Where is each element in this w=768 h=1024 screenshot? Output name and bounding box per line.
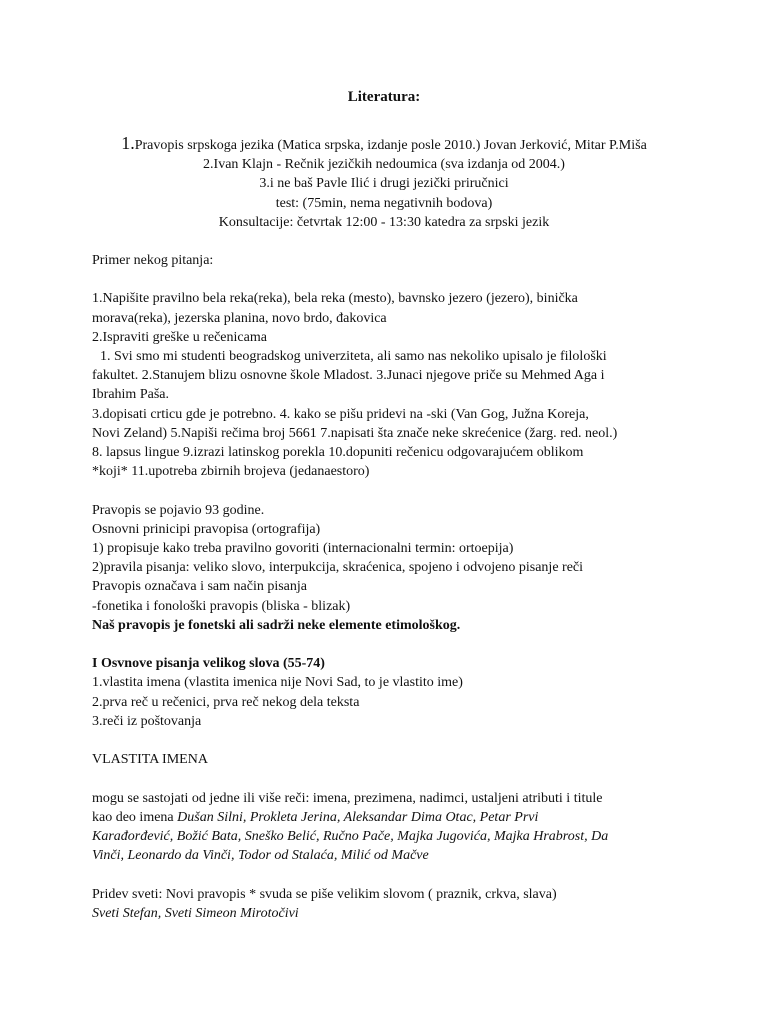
section-1-line-2: 2.prva reč u rečenici, prva reč nekog dela teksta (92, 694, 360, 710)
question-8-line-b: *koji* 11.upotreba zbirnih brojeva (jedanaestoro) (92, 464, 370, 480)
sveti-line-1: Pridev sveti: Novi pravopis * svuda se piše velikim slovom ( praznik, crkva, slava) (92, 886, 557, 902)
question-3-line-a: 3.dopisati crticu gde je potrebno. 4. kako se pišu pridevi na -ski (Van Gog, Južna Koreja, (92, 406, 589, 422)
reference-line-2: 2.Ivan Klajn - Rečnik jezičkih nedoumica (sva izdanja od 2004.) (203, 157, 565, 173)
pravopis-line-5: Pravopis označava i sam način pisanja (92, 579, 307, 595)
question-1-line-a: 1.Napišite pravilno bela reka(reka), bela reka (mesto), bavnsko jezero (jezero), binička (92, 291, 578, 307)
reference-number: 1. (121, 133, 135, 153)
question-3-line-b: Novi Zeland) 5.Napiši rečima broj 5661 7.napisati šta znače neke skrećenice (žarg. red. neol.) (92, 425, 618, 441)
question-2: 2.Ispraviti greške u rečenicama (92, 329, 267, 345)
section-1-line-3: 3.reči iz poštovanja (92, 713, 202, 729)
section-1-line-1: 1.vlastita imena (vlastita imenica nije Novi Sad, to je vlastito ime) (92, 675, 463, 691)
question-2-sub-line-b: fakultet. 2.Stanujem blizu osnovne škole Mladost. 3.Junaci njegove priče su Mehmed Aga i (92, 368, 605, 384)
vlastita-line-1: mogu se sastojati od jedne ili više reči: imena, prezimena, nadimci, ustaljeni atributi i titule (92, 790, 603, 806)
example-heading: Primer nekog pitanja: (92, 253, 214, 268)
question-8-line-a: 8. lapsus lingue 9.izrazi latinskog porekla 10.dopuniti rečenicu odgovarajućem oblikom (92, 445, 584, 461)
pravopis-line-3: 1) propisuje kako treba pravilno govoriti (internacionalni termin: ortoepija) (92, 541, 514, 557)
question-1-line-b: morava(reka), jezerska planina, novo brdo, đakovica (92, 310, 387, 326)
sveti-line-2 (92, 904, 692, 923)
section-1-heading (92, 654, 692, 673)
vlastita-examples-1: Dušan Silni, Prokleta Jerina, Aleksandar Dima Otac, Petar Prvi (177, 809, 539, 825)
section-heading-text: I Osvnove pisanja velikog slova (55-74) (92, 656, 325, 672)
vlastita-examples-3: Vinči, Leonardo da Vinči, Todor od Stalaća, Milić od Mačve (92, 848, 429, 864)
reference-line-3: 3.i ne baš Pavle Ilić i drugi jezički priručnici (259, 176, 509, 192)
question-2-sub-line-a: 1. Svi smo mi studenti beogradskog univerziteta, ali samo nas nekoliko upisalo je filološki (100, 349, 607, 364)
reference-line-1 (0, 134, 768, 155)
vlastita-plain-text: kao deo imena (92, 809, 178, 825)
vlastita-line-4 (92, 846, 692, 865)
consultation-line: Konsultacije: četvrtak 12:00 - 13:30 katedra za srpski jezik (218, 214, 550, 230)
references-block (0, 134, 768, 232)
pravopis-line-6: -fonetika i fonološki pravopis (bliska - blizak) (92, 598, 351, 614)
vlastita-line-3 (92, 827, 692, 846)
vlastita-line-2 (92, 808, 692, 827)
sveti-examples: Sveti Stefan, Sveti Simeon Mirotočivi (92, 905, 299, 921)
reference-text: Pravopis srpskoga jezika (Matica srpska, izdanje posle 2010.) Jovan Jerković, Mitar P.Miša (134, 138, 647, 153)
vlastita-imena-heading: VLASTITA IMENA (92, 752, 208, 768)
pravopis-line-4: 2)pravila pisanja: veliko slovo, interpukcija, skraćenica, spojeno i odvojeno pisanje reči (92, 560, 584, 576)
page-title: Literatura: (347, 89, 421, 105)
pravopis-bold-statement (92, 616, 692, 635)
pravopis-line-2: Osnovni prinicipi pravopisa (ortografija) (92, 521, 321, 537)
question-2-sub-line-c: Ibrahim Paša. (92, 387, 169, 403)
pravopis-line-1: Pravopis se pojavio 93 godine. (92, 502, 265, 518)
bold-text: Naš pravopis je fonetski ali sadrži neke elemente etimološkog. (92, 617, 461, 633)
test-info-line: test: (75min, nema negativnih bodova) (275, 195, 493, 211)
vlastita-examples-2: Karađorđević, Božić Bata, Sneško Belić, Ručno Pače, Majka Jugovića, Majka Hrabrost, Da (92, 829, 609, 845)
document-body (92, 251, 692, 923)
